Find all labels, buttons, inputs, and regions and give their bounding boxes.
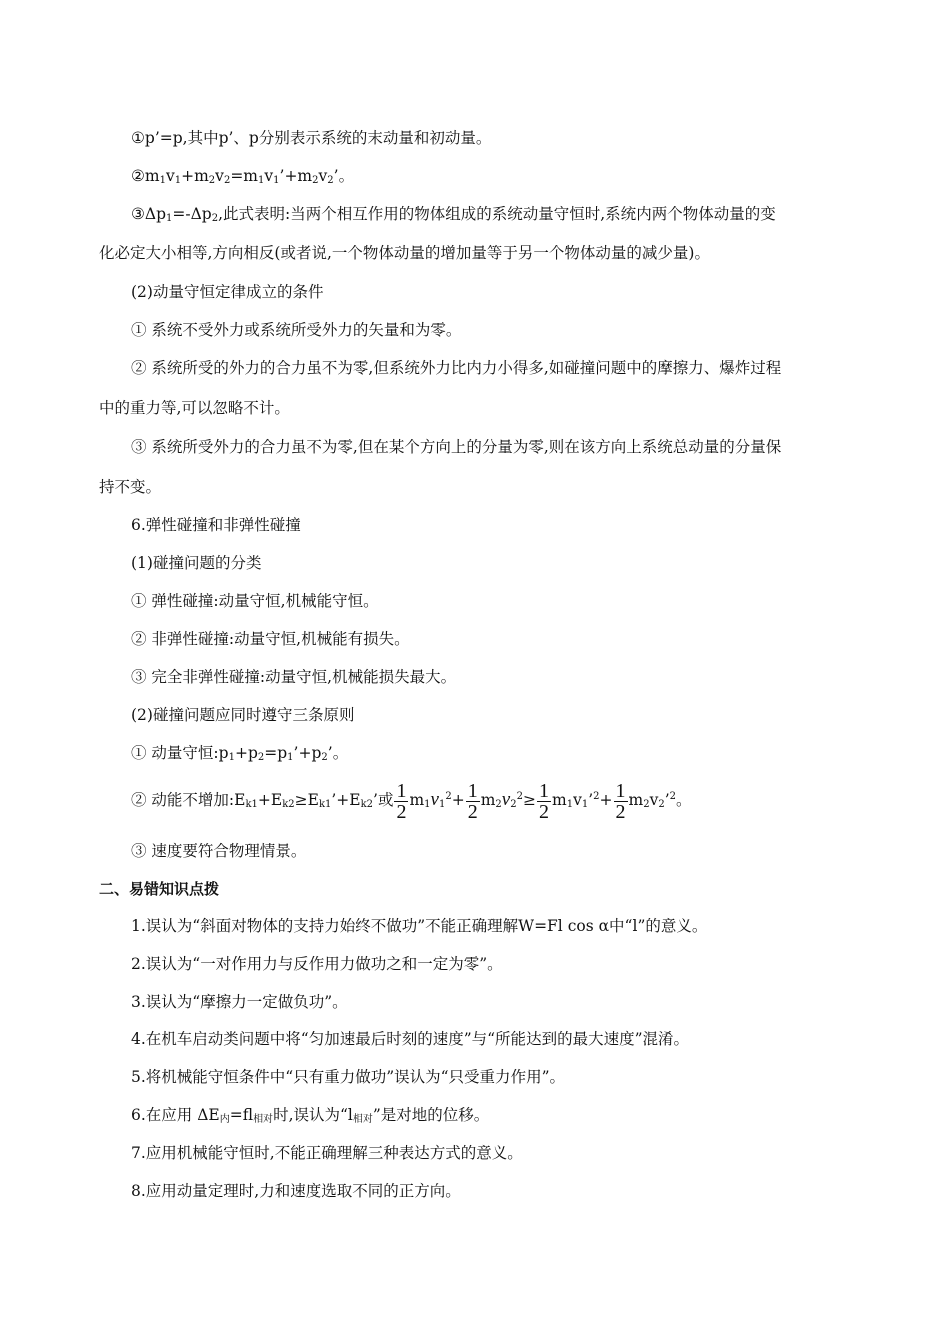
text: v (573, 791, 582, 809)
condition-2-cont (0, 398, 950, 418)
subscript: k1 (318, 799, 332, 810)
subscript: k2 (360, 799, 374, 810)
error-item-8 (0, 1181, 950, 1201)
subscript: 2 (495, 799, 502, 810)
subscript: 1 (258, 175, 265, 186)
text: 持不变。 (99, 478, 162, 496)
text: (2)动量守恒定律成立的条件 (131, 283, 324, 301)
paragraph-momentum-eq3 (0, 204, 950, 229)
subscript: 2 (643, 799, 650, 810)
numerator: 1 (396, 779, 407, 802)
numerator: 1 (467, 779, 478, 802)
subscript: 1 (438, 799, 446, 810)
text: 3.误认为“摩擦力一定做负功”。 (131, 993, 348, 1011)
text: m (551, 791, 567, 809)
subscript: 1 (424, 799, 431, 810)
text: ≥E (294, 791, 319, 809)
subscript: k2 (282, 799, 295, 810)
text: v (165, 167, 175, 185)
text: ③Δp (131, 205, 167, 223)
subheading-classification (0, 553, 950, 573)
subscript: 1 (174, 175, 182, 186)
text: + (451, 791, 465, 809)
subscript: 2 (223, 175, 231, 186)
principle-2-formula (0, 775, 950, 827)
section-heading-common-errors (0, 879, 950, 899)
subscript: 1 (566, 799, 574, 810)
item-6-title (0, 515, 950, 535)
denominator: 2 (538, 800, 549, 823)
fraction-half (537, 781, 551, 822)
text: 1.误认为“斜面对物体的支持力始终不做功”不能正确理解W=Fl cos α中“l”的意义。 (131, 917, 708, 935)
text: v (649, 791, 659, 809)
heading-text: 二、易错知识点拨 (99, 880, 220, 898)
text: v (318, 167, 328, 185)
subscript: k1 (245, 799, 258, 810)
numerator: 1 (538, 779, 549, 802)
text: ’。 (327, 744, 349, 762)
text: ③ 系统所受外力的合力虽不为零,但在某个方向上的分量为零,则在该方向上系统总动量的分量保 (131, 438, 782, 456)
text: ③ 速度要符合物理情景。 (131, 842, 307, 860)
text: ’+E (331, 791, 361, 809)
text: ’ (664, 791, 670, 809)
text: 5.将机械能守恒条件中“只有重力做功”误认为“只受重力作用”。 (131, 1068, 565, 1086)
subscript: 2 (658, 799, 665, 810)
paragraph-momentum-eq1 (0, 128, 950, 148)
text: ≥ (522, 791, 536, 809)
condition-1 (0, 320, 950, 340)
text: ’。 (333, 167, 355, 185)
paragraph-momentum-eq2 (0, 166, 950, 191)
paragraph-momentum-eq3-cont (0, 243, 950, 263)
text: 6.弹性碰撞和非弹性碰撞 (131, 516, 301, 534)
velocity-symbol: v (430, 789, 439, 810)
text: + (599, 791, 613, 809)
error-item-3 (0, 992, 950, 1012)
subscript: 2 (510, 799, 517, 810)
text: +E (257, 791, 283, 809)
subscript: 1 (166, 213, 173, 224)
text: m (628, 791, 644, 809)
text: ② 动能不增加:E (131, 791, 246, 809)
subscript: 内 (219, 1114, 230, 1125)
fraction-half (394, 781, 408, 822)
subscript: 2 (208, 175, 216, 186)
subscript: 相对 (352, 1114, 373, 1125)
error-item-4 (0, 1029, 950, 1049)
denominator: 2 (467, 800, 478, 823)
text: ② 系统所受的外力的合力虽不为零,但系统外力比内力小得多,如碰撞问题中的摩擦力、爆炸过程 (131, 359, 782, 377)
text: ② 非弹性碰撞:动量守恒,机械能有损失。 (131, 630, 410, 648)
subheading-principles (0, 705, 950, 725)
subscript: 1 (287, 752, 294, 763)
fraction-half (466, 781, 480, 822)
text: 6.在应用 ΔE (131, 1106, 220, 1124)
text: 4.在机车启动类问题中将“匀加速最后时刻的速度”与“所能达到的最大速度”混淆。 (131, 1030, 689, 1048)
subscript: 1 (581, 799, 589, 810)
text: =m (230, 167, 258, 185)
class-1 (0, 591, 950, 611)
subscript: 2 (321, 752, 328, 763)
text: ’+m (279, 167, 313, 185)
text: =-Δp (172, 205, 212, 223)
subscript: 1 (159, 175, 166, 186)
text: ① 系统不受外力或系统所受外力的矢量和为零。 (131, 321, 462, 339)
fraction-half (614, 781, 628, 822)
error-item-1 (0, 916, 950, 936)
text: (1)碰撞问题的分类 (131, 554, 262, 572)
text: m (480, 791, 496, 809)
condition-2 (0, 358, 950, 378)
text: 2.误认为“一对作用力与反作用力做功之和一定为零”。 (131, 955, 503, 973)
class-3 (0, 667, 950, 687)
numerator: 1 (615, 779, 626, 802)
principle-1 (0, 743, 950, 768)
text: 中的重力等,可以忽略不计。 (99, 399, 290, 417)
text: 时,误认为“l (273, 1106, 353, 1124)
principle-3 (0, 841, 950, 861)
subscript: 1 (273, 175, 280, 186)
text: v (215, 167, 224, 185)
superscript: 2 (516, 791, 523, 802)
text: ① 弹性碰撞:动量守恒,机械能守恒。 (131, 592, 379, 610)
text: ②m (131, 167, 160, 185)
text: ③ 完全非弹性碰撞:动量守恒,机械能损失最大。 (131, 668, 457, 686)
subscript: 2 (312, 175, 319, 186)
text: 化必定大小相等,方向相反(或者说,一个物体动量的增加量等于另一个物体动量的减少量)。 (99, 244, 710, 262)
text: +p (234, 744, 258, 762)
class-2 (0, 629, 950, 649)
text: ’+p (293, 744, 322, 762)
superscript: 2 (669, 791, 677, 802)
condition-3 (0, 437, 950, 457)
error-item-5 (0, 1067, 950, 1087)
text: 。 (676, 791, 692, 809)
superscript: 2 (593, 791, 600, 802)
text: 8.应用动量定理时,力和速度选取不同的正方向。 (131, 1182, 461, 1200)
text: =fl (229, 1106, 254, 1124)
error-item-7 (0, 1143, 950, 1163)
denominator: 2 (615, 800, 626, 823)
text: ”是对地的位移。 (372, 1106, 490, 1124)
text: 7.应用机械能守恒时,不能正确理解三种表达方式的意义。 (131, 1144, 523, 1162)
text: m (409, 791, 425, 809)
text: ,此式表明:当两个相互作用的物体组成的系统动量守恒时,系统内两个物体动量的变 (218, 205, 776, 223)
text: +m (181, 167, 209, 185)
error-item-2 (0, 954, 950, 974)
subscript: 2 (257, 752, 265, 763)
error-item-6 (0, 1105, 950, 1130)
superscript: 2 (445, 791, 452, 802)
denominator: 2 (396, 800, 407, 823)
text: =p (264, 744, 288, 762)
subheading-conditions (0, 282, 950, 302)
text: (2)碰撞问题应同时遵守三条原则 (131, 706, 355, 724)
subscript: 2 (327, 175, 334, 186)
text: v (264, 167, 274, 185)
condition-3-cont (0, 477, 950, 497)
velocity-symbol: v (501, 789, 511, 810)
subscript: 1 (228, 752, 235, 763)
subscript: 相对 (253, 1114, 274, 1125)
subscript: 2 (211, 213, 219, 224)
text: ①p’=p,其中p’、p分别表示系统的末动量和初动量。 (131, 129, 492, 147)
text: ① 动量守恒:p (131, 744, 229, 762)
text: ’或 (373, 791, 394, 809)
text: ’ (588, 791, 594, 809)
